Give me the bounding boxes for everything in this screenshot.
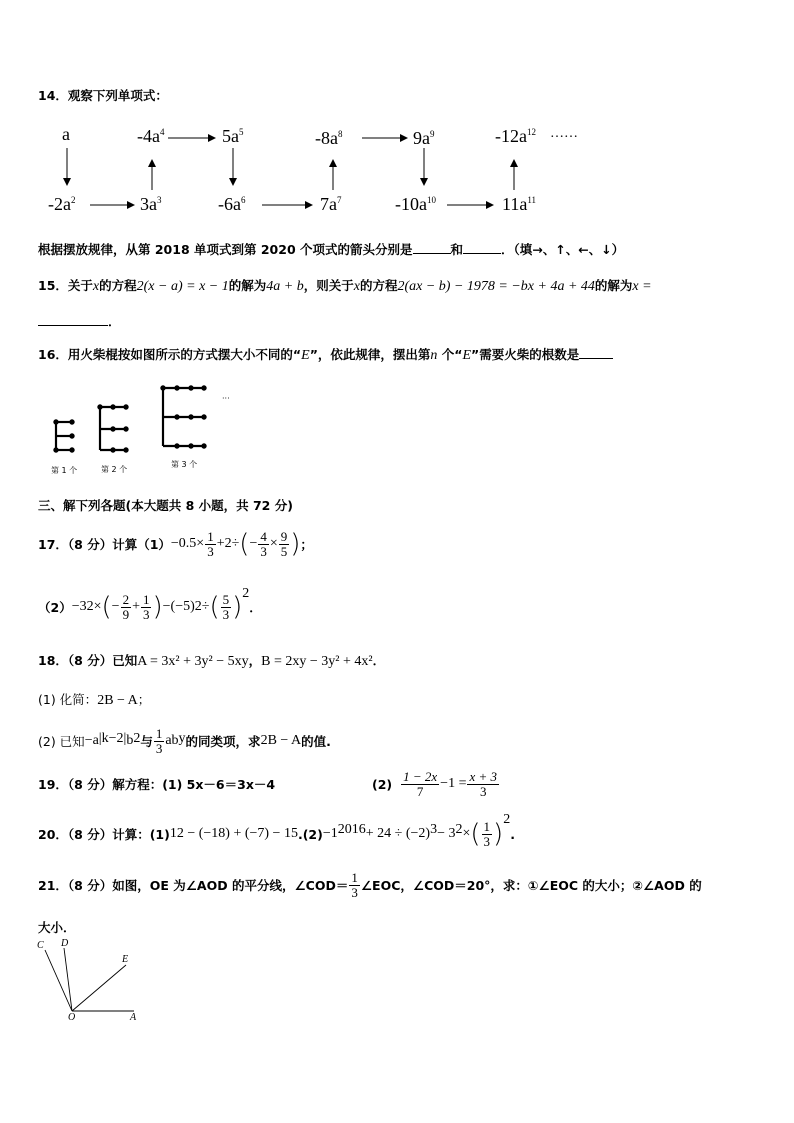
matchstick-figure <box>40 382 260 477</box>
answer-blank-3[interactable] <box>38 325 108 326</box>
q18-part1: (1) 化简：2B − A； <box>38 692 151 708</box>
q21-question: 21．（8 分）如图，OE 为∠AOD 的平分线，∠COD＝ $\frac{1}{3}$ ∠EOC，∠COD＝20°，求：①∠EOC 的大小；②∠AOD 的 <box>38 869 702 900</box>
q16-question: 16．用火柴棍按如图所示的方式摆大小不同的“E”，依此规律，摆出第n 个“E”需要火柴的根数是 <box>38 345 613 364</box>
section-heading: 三、解下列各题(本大题共 8 小题，共 72 分) <box>38 498 293 513</box>
label-O: O <box>68 1012 76 1023</box>
label-A: A <box>130 1012 137 1023</box>
angle-figure <box>34 938 144 1024</box>
q18-question: 18．（8 分）已知A = 3x² + 3y² − 5xy，B = 2xy − 3y² + 4x²． <box>38 653 386 669</box>
q17-part2: （2） −3 2 × ( − $\frac{2}{9}$ + $\frac{1}{3}$ ) −(−5) 2 ÷ ( $\frac{5}{3}$ ) 2 ． <box>38 586 262 622</box>
term-10: $-10a^{10}$ <box>395 194 436 214</box>
q14-title: 14．观察下列单项式： <box>38 88 168 103</box>
ellipsis: …… <box>550 126 578 141</box>
label-C: C <box>37 940 44 951</box>
term-4: $-4a^4$ <box>137 126 165 146</box>
q19-part1: 19．（8 分）解方程：(1) 5x－6＝3x－4 <box>38 777 276 792</box>
term-1: a <box>62 124 70 144</box>
caption-1: 第 1 个 <box>51 466 78 475</box>
angle-rays <box>34 938 144 1024</box>
term-3: $3a^3$ <box>140 194 162 214</box>
term-2: $-2a^2$ <box>48 194 76 214</box>
term-12: $-12a^{12}$ <box>495 126 536 146</box>
caption-2: 第 2 个 <box>101 465 128 474</box>
q15-question: 15．关于x的方程2(x − a) = x − 1的解为4a + b，则关于x的方程2(ax − b) − 1978 = −bx + 4a + 44的解为x = <box>38 278 652 294</box>
q14-question: 根据摆放规律，从第 2018 单项式到第 2020 个项式的箭头分别是 和 ．（填→、↑、←、↓） <box>38 242 625 257</box>
caption-3: 第 3 个 <box>171 460 198 469</box>
term-5: $5a^5$ <box>222 126 244 146</box>
label-D: D <box>61 938 69 949</box>
term-9: $9a^9$ <box>413 128 435 148</box>
answer-blank-4[interactable] <box>579 358 613 359</box>
q20-question: 20．（8 分）计算：(1) 12 − (−18) + (−7) − 15 .(2) −1 2016 + 24 ÷ (−2) 3 − 3 2 × ( $\frac{1}{3}$ ) 2 . <box>38 812 515 849</box>
term-11: $11a^{11}$ <box>502 194 536 214</box>
q17-part1: 17．（8 分）计算（1） −0.5× $\frac{1}{3}$ +2÷ ( − $\frac{4}{3}$ × $\frac{9}{5}$ ) ； <box>38 528 313 559</box>
label-E: E <box>122 954 129 965</box>
answer-blank-1[interactable] <box>413 253 451 254</box>
q18-part2: (2) 已知 −a |k−2| b 2 与 $\frac{1}{3}$ ab y 的同类项，求 2B − A 的值. <box>38 725 331 756</box>
q21-question-cont: 大小． <box>38 920 76 935</box>
q14-diagram <box>40 118 600 218</box>
figure-ellipsis: ··· <box>222 394 230 403</box>
q15-answer-line: ． <box>38 312 121 330</box>
q19-part2: (2) $\frac{1 - 2x}{7}$ −1 = $\frac{x + 3}{3}$ <box>372 768 498 799</box>
term-7: $7a^7$ <box>320 194 342 214</box>
term-6: $-6a^6$ <box>218 194 246 214</box>
term-8: $-8a^8$ <box>315 128 343 148</box>
answer-blank-2[interactable] <box>463 253 501 254</box>
